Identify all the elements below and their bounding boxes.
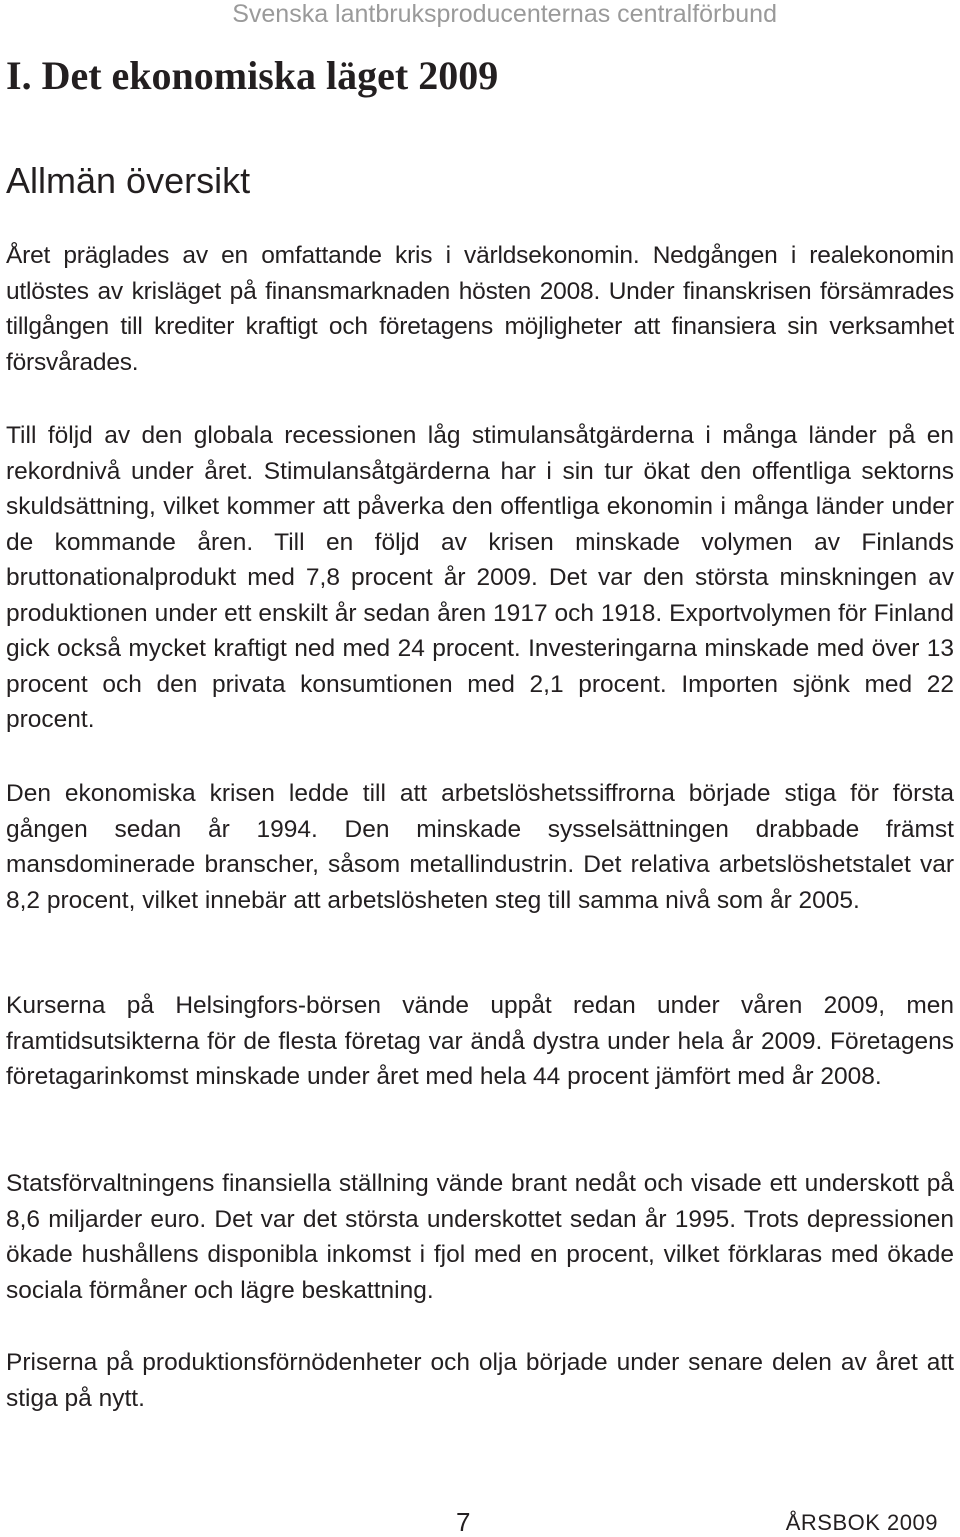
running-header: Svenska lantbruksproducenternas centralförbund	[232, 0, 777, 28]
body-paragraph: Till följd av den globala recessionen låg stimulansåtgärderna i många länder på en rekordnivå under året. Stimulansåtgärderna har i sin tur ökat den offentliga sektorns skuldsättning, vilket kommer att påverka den offentliga ekonomin i många länder under de kommande åren. Till en följd av krisen minskade volymen av Finlands bruttonationalprodukt med 7,8 procent år 2009. Det var den största minskningen av produktionen under ett enskilt år sedan åren 1917 och 1918. Exportvolymen för Finland gick också mycket kraftigt ned med 24 procent. Investeringarna minskade med över 13 procent och den privata konsumtionen med 2,1 procent. Importen sjönk med 22 procent.	[6, 422, 954, 733]
body-paragraph: Kurserna på Helsingfors-börsen vände uppåt redan under våren 2009, men framtidsutsikterna för de flesta företag var ändå dystra under hela år 2009. Företagens företagarinkomst minskade under året med hela 44 procent jämfört med år 2008.	[6, 992, 954, 1090]
section-title: Allmän översikt	[6, 160, 251, 201]
footer-book-title: ÅRSBOK 2009	[785, 1510, 938, 1535]
page-number: 7	[456, 1507, 471, 1537]
body-paragraph: Statsförvaltningens finansiella ställning vände brant nedåt och visade ett underskott på 8,6 miljarder euro. Det var det största underskottet sedan år 1995. Trots depressionen ökade hushållens disponibla inkomst i fjol med en procent, vilket förklaras med ökade sociala förmåner och lägre beskattning.	[6, 1170, 954, 1304]
body-paragraph: Den ekonomiska krisen ledde till att arbetslöshetssiffrorna började stiga för första gången sedan år 1994. Den minskade sysselsättningen drabbade främst mansdominerade branscher, såsom metallindustrin. Det relativa arbetslöshetstalet var 8,2 procent, vilket innebär att arbetslösheten steg till samma nivå som år 2005.	[6, 780, 954, 914]
body-paragraph: Året präglades av en omfattande kris i världsekonomin. Nedgången i realekonomin utlöstes av krisläget på finansmarknaden hösten 2008. Under finanskrisen försämrades tillgången till krediter kraftigt och företagens möjligheter att finansiera sin verksamhet försvårades.	[6, 242, 954, 376]
body-paragraph: Priserna på produktionsförnödenheter och olja började under senare delen av året att stiga på nytt.	[6, 1349, 954, 1412]
chapter-title: I. Det ekonomiska läget 2009	[6, 53, 499, 98]
